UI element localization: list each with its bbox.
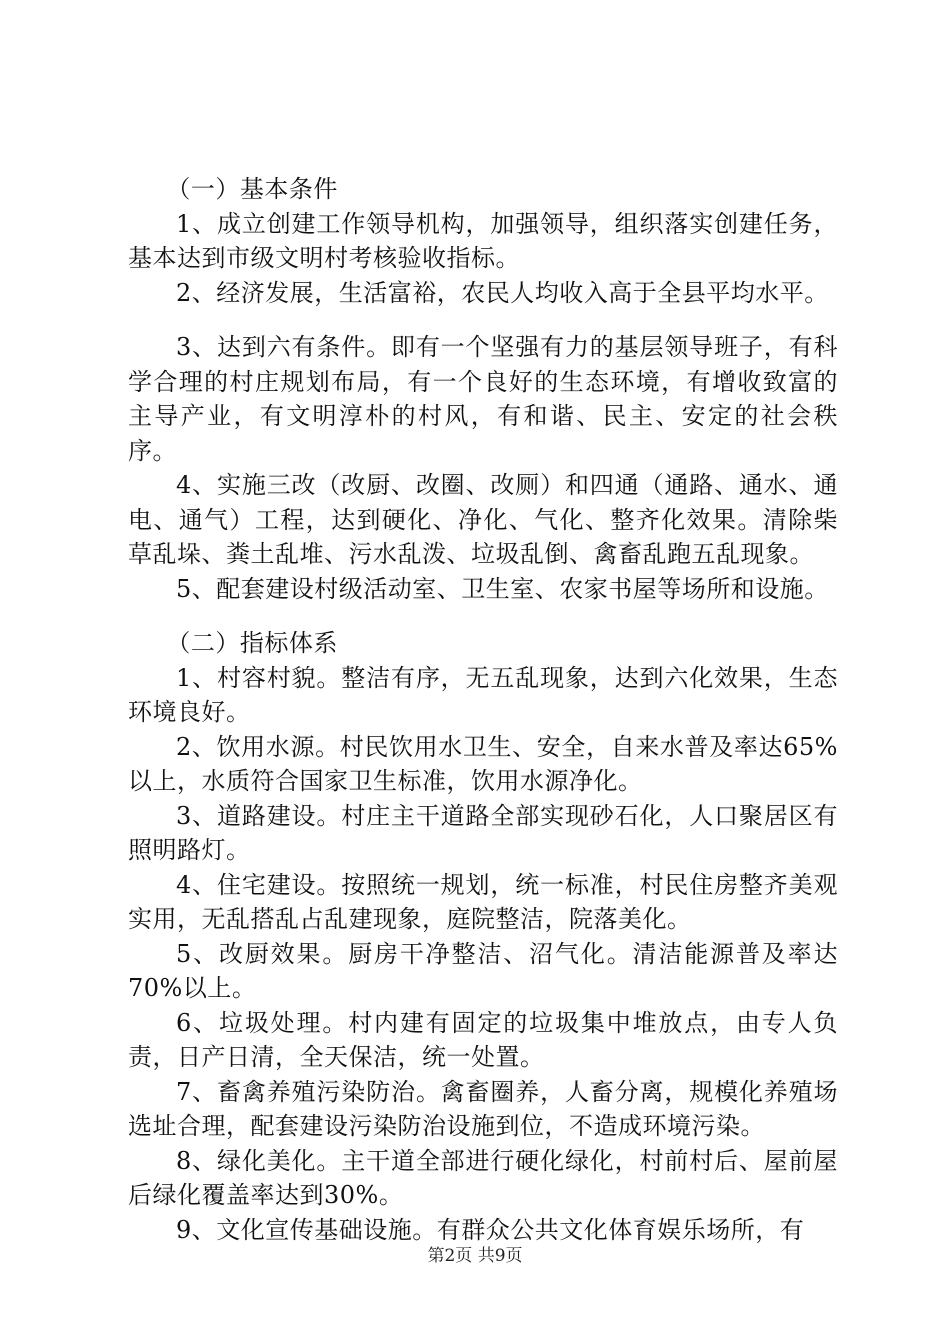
paragraph: 8、绿化美化。主干道全部进行硬化绿化，村前村后、屋前屋后绿化覆盖率达到30%。 (128, 1146, 838, 1209)
section-heading-index-system: （二）指标体系 (166, 629, 338, 657)
paragraph: 3、道路建设。村庄主干道路全部实现砂石化，人口聚居区有照明路灯。 (128, 801, 838, 864)
section-heading-basic-conditions: （一）基本条件 (166, 175, 338, 203)
paragraph: 3、达到六有条件。即有一个坚强有力的基层领导班子，有科学合理的村庄规划布局，有一个良好的生态环境，有增收致富的主导产业，有文明淳朴的村风，有和谐、民主、安定的社会秩序。 (128, 333, 838, 465)
paragraph: 2、经济发展，生活富裕，农民人均收入高于全县平均水平。 (176, 278, 829, 307)
paragraph: 1、村容村貌。整洁有序，无五乱现象，达到六化效果，生态环境良好。 (128, 663, 838, 726)
document-body (128, 172, 838, 1247)
paragraph: 4、实施三改（改厨、改圈、改厕）和四通（通路、通水、通电、通气）工程，达到硬化、净化、气化、整齐化效果。清除柴草乱垛、粪土乱堆、污水乱泼、垃圾乱倒、禽畜乱跑五乱现象。 (128, 471, 838, 568)
paragraph: 5、改厨效果。厨房干净整洁、沼气化。清洁能源普及率达70%以上。 (128, 939, 838, 1002)
paragraph: 7、畜禽养殖污染防治。禽畜圈养，人畜分离，规模化养殖场选址合理，配套建设污染防治设施到位，不造成环境污染。 (128, 1077, 838, 1140)
page-number: 第2页 共9页 (427, 1246, 523, 1266)
spacer (128, 310, 838, 330)
paragraph: 6、垃圾处理。村内建有固定的垃圾集中堆放点，由专人负责，日产日清，全天保洁，统一处置。 (128, 1008, 838, 1071)
paragraph: 2、饮用水源。村民饮用水卫生、安全，自来水普及率达65%以上，水质符合国家卫生标准，饮用水源净化。 (128, 732, 838, 795)
spacer (128, 606, 838, 626)
paragraph: 9、文化宣传基础设施。有群众公共文化体育娱乐场所，有 (176, 1215, 805, 1244)
paragraph: 1、成立创建工作领导机构，加强领导，组织落实创建任务，基本达到市级文明村考核验收指标。 (128, 209, 838, 272)
paragraph: 5、配套建设村级活动室、卫生室、农家书屋等场所和设施。 (176, 574, 829, 603)
paragraph: 4、住宅建设。按照统一规划，统一标准，村民住房整齐美观实用，无乱搭乱占乱建现象，庭院整洁，院落美化。 (128, 870, 838, 933)
